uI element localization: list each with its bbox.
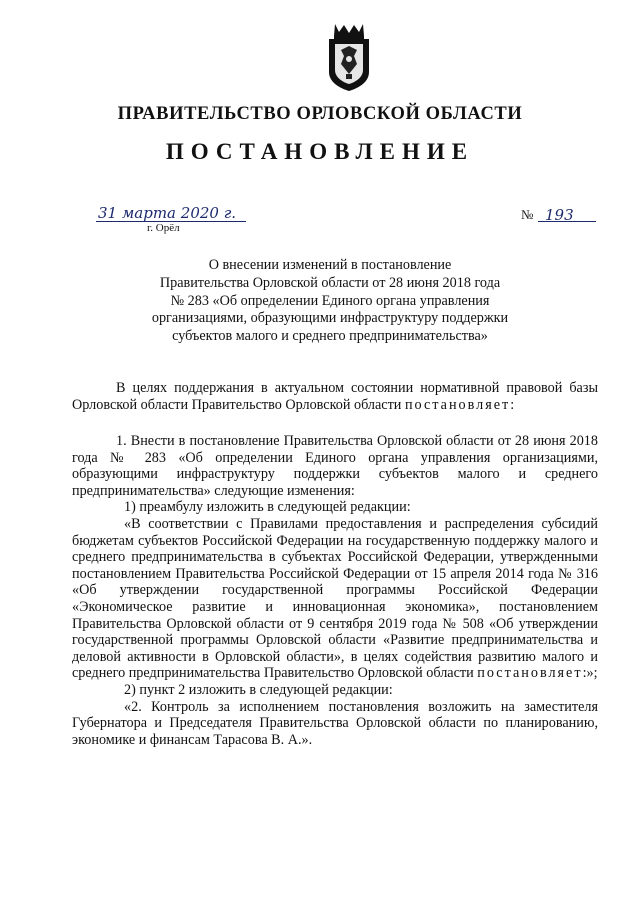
- resolution-body: [72, 433, 598, 748]
- subitem-1: 1) преамбулу изложить в следующей редакции:: [124, 499, 411, 516]
- title-line: субъектов малого и среднего предпринимательства»: [172, 328, 488, 345]
- item-1: 1. Внести в постановление Правительства Орловской области от 28 июня 2018 года № 283 «Об определении Единого органа управления организациями, образующими инфраструктуру поддержки субъектов малого и среднего предпринимательства» следующие изменения:: [72, 433, 598, 499]
- quote-item-2: «2. Контроль за исполнением постановления возложить на заместителя Губернатора и Председателя Правительства Орловской области по планированию, экономике и финансам Тарасова В. А.».: [72, 698, 598, 748]
- resolves-word: постановляет: [477, 665, 583, 682]
- handwritten-date: 31 марта 2020 г.: [98, 204, 237, 222]
- subitem-2: 2) пункт 2 изложить в следующей редакции:: [124, 681, 393, 698]
- quote-preamble: «В соответствии с Правилами предоставления и распределения субсидий бюджетам субъектов Российской Федерации на государственную поддержку малого и среднего предпринимательства в субъектах Российской Федерации, утвержденными постановлением Правительства Российской Федерации от 15 апреля 2014 года № 316 «Об утверждении государственной программы Российской Федерации «Экономическое развитие и инновационная экономика», постановлением Правительства Орловской области от 9 сентября 2019 года № 508 «Об утверждении государственной программы Орловской области «Развитие предпринимательства и деловой активности в Орловской области», в целях содействия развитию малого и среднего предпринимательства Правительство Орловской области постановляет:»;: [72, 515, 598, 682]
- title-line: организациями, образующими инфраструктуру поддержки: [151, 310, 509, 327]
- document-title: [70, 257, 590, 346]
- preamble-paragraph: [72, 380, 598, 413]
- number-label: №: [521, 207, 534, 222]
- coat-of-arms-emblem: [326, 22, 372, 92]
- handwritten-number: 193: [545, 206, 574, 224]
- title-line: № 283 «Об определении Единого органа управления: [170, 292, 490, 309]
- title-line: О внесении изменений в постановление: [208, 257, 452, 273]
- document-type-heading: ПОСТАНОВЛЕНИЕ: [165, 139, 475, 164]
- number-underline: [538, 221, 596, 222]
- resolves-word: постановляет: [404, 396, 511, 413]
- organization-heading: ПРАВИТЕЛЬСТВО ОРЛОВСКОЙ ОБЛАСТИ: [117, 104, 523, 124]
- title-line: Правительства Орловской области от 28 июня 2018 года: [159, 274, 501, 291]
- city-label: г. Орёл: [147, 222, 180, 234]
- preamble-text: В целях поддержания в актуальном состоянии нормативной правовой базы Орловской области Правительство Орловской области постановляет:: [72, 380, 598, 413]
